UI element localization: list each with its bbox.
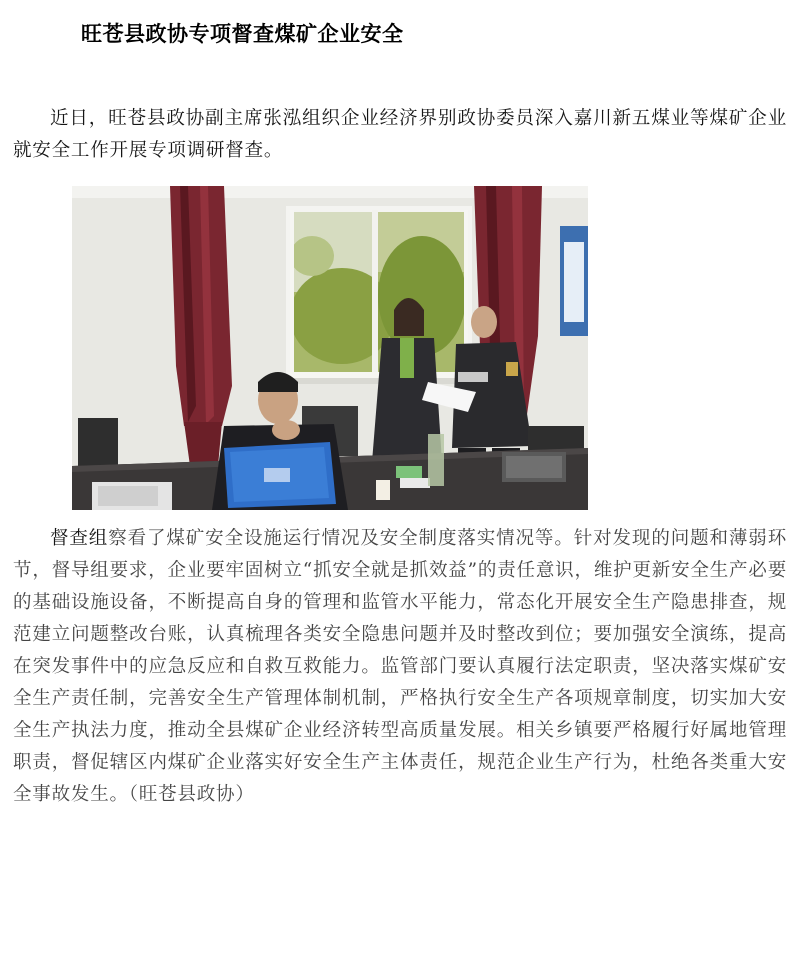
photo-window (286, 206, 472, 384)
intro-paragraph: 近日，旺苍县政协副主席张泓组织企业经济界别政协委员深入嘉川新五煤业等煤矿企业就安全工作开展专项调研督查。 (13, 108, 787, 161)
body-paragraph-rest: 针对发现的问题和薄弱环节，督导组要求，企业要牢固树立“抓安全就是抓效益”的责任意识，维护更新安全生产必要的基础设施设备，不断提高自身的管理和监管水平能力，常态化开展安全生产隐患排查，规范建立问题整改台账，认真梳理各类安全隐患问题并及时整改到位；要加强安全演练，提高在突发事件中的应急反应和自救互救能力。监管部门要认真履行法定职责，坚决落实煤矿安全生产责任制，完善安全生产管理体制机制，严格执行安全生产各项规章制度，切实加大安全生产执法力度，推动全县煤矿企业经济转型高质量发展。相关乡镇要严格履行好属地管理职责，督促辖区内煤矿企业落实好安全生产主体责任，规范企业生产行为，杜绝各类重大安全事故发生。（旺苍县政协） (13, 528, 788, 805)
body-paragraph-lead: 督查组 (50, 528, 109, 549)
photo-cup (376, 480, 390, 500)
body-paragraph-observation: 察看了煤矿安全设施运行情况及安全制度落实情况等。 (108, 528, 574, 549)
article-photo (72, 186, 588, 510)
photo-laptop (224, 442, 336, 508)
body-paragraph (13, 523, 787, 811)
article-title: 旺苍县政协专项督查煤矿企业安全 (81, 22, 404, 46)
